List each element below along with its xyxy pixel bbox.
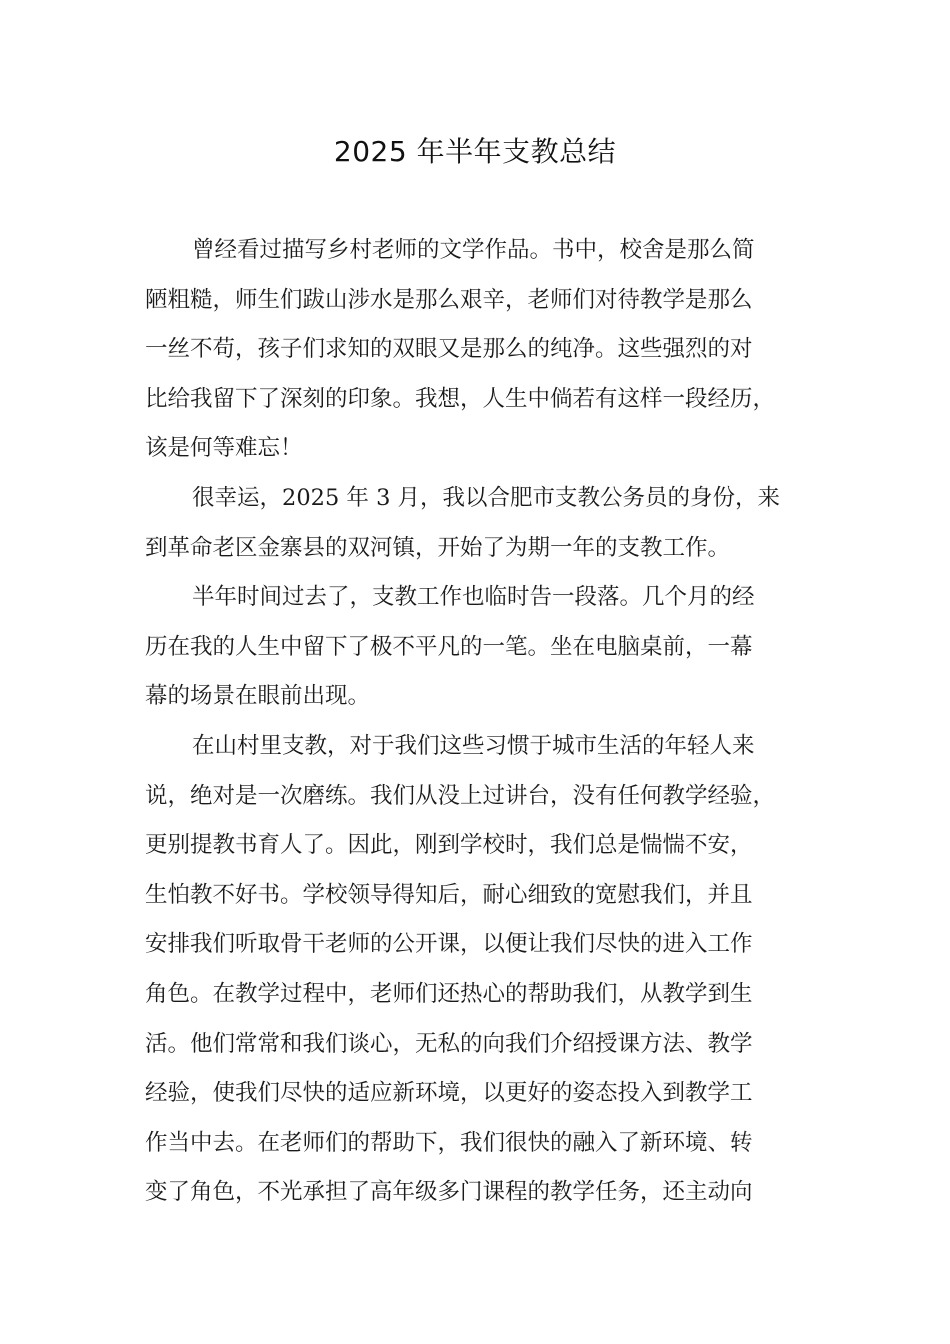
- text-line: 经验，使我们尽快的适应新环境，以更好的姿态投入到教学工: [145, 1080, 753, 1107]
- text-line: 该是何等难忘！: [145, 435, 303, 462]
- text-line: 说，绝对是一次磨练。我们从没上过讲台，没有任何教学经验，: [145, 782, 776, 809]
- text-line: 陋粗糙，师生们跋山涉水是那么艰辛，老师们对待教学是那么: [145, 286, 753, 313]
- text-line: 在山村里支教，对于我们这些习惯于城市生活的年轻人来: [192, 732, 755, 759]
- text-line: 活。他们常常和我们谈心，无私的向我们介绍授课方法、教学: [145, 1030, 753, 1057]
- text-line: 一丝不苟，孩子们求知的双眼又是那么的纯净。这些强烈的对: [145, 336, 753, 363]
- text-line: 变了角色，不光承担了高年级多门课程的教学任务，还主动向: [145, 1179, 753, 1206]
- text-line: 历在我的人生中留下了极不平凡的一笔。坐在电脑桌前，一幕: [145, 633, 753, 660]
- text-line: 半年时间过去了，支教工作也临时告一段落。几个月的经: [192, 584, 755, 611]
- text-line: 作当中去。在老师们的帮助下，我们很快的融入了新环境、转: [145, 1129, 753, 1156]
- text-line: 到革命老区金寨县的双河镇，开始了为期一年的支教工作。: [145, 534, 731, 561]
- document-body: [145, 226, 825, 1218]
- text-line: 安排我们听取骨干老师的公开课，以便让我们尽快的进入工作: [145, 931, 753, 958]
- text-line: 幕的场景在眼前出现。: [145, 683, 371, 710]
- text-line: 很幸运，2025 年 3 月，我以合肥市支教公务员的身份，来: [192, 484, 781, 511]
- document-title: 2025 年半年支教总结: [333, 135, 617, 168]
- text-line: 更别提教书育人了。因此，刚到学校时，我们总是惴惴不安，: [145, 832, 753, 859]
- text-line: 曾经看过描写乡村老师的文学作品。书中，校舍是那么简: [192, 237, 755, 263]
- text-line: 角色。在教学过程中，老师们还热心的帮助我们，从教学到生: [145, 980, 753, 1007]
- text-line: 比给我留下了深刻的印象。我想，人生中倘若有这样一段经历，: [145, 385, 776, 412]
- text-line: 生怕教不好书。学校领导得知后，耐心细致的宽慰我们，并且: [145, 881, 753, 908]
